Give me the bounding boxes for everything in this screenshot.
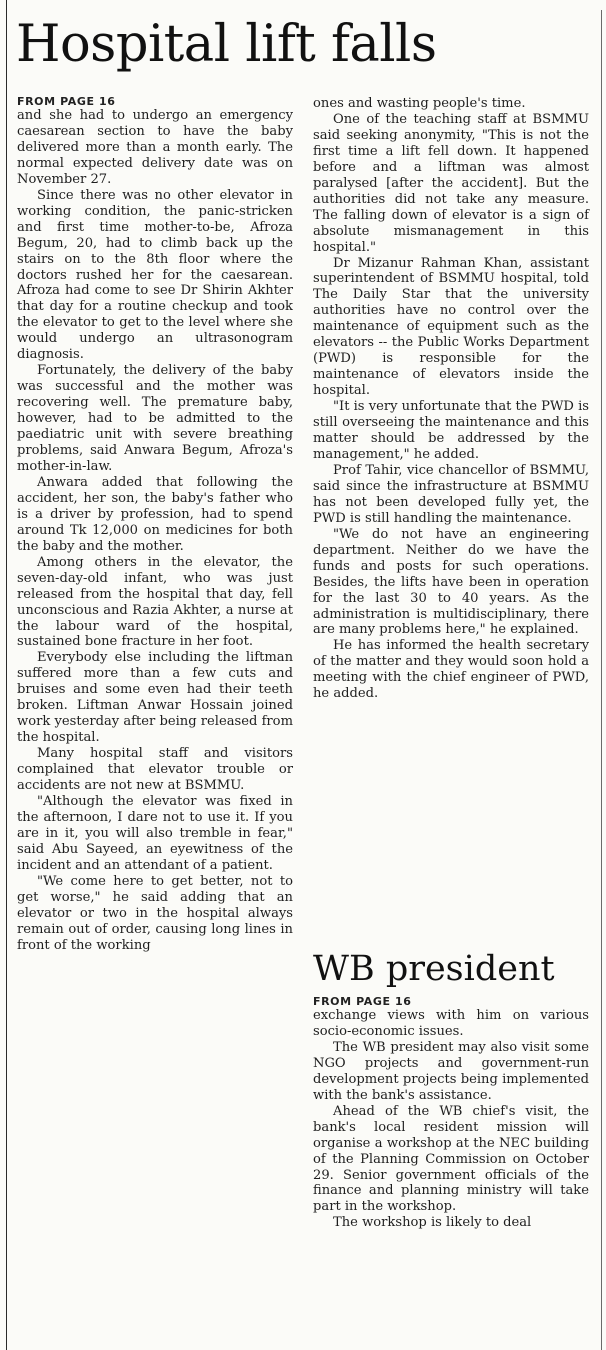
page-left-rule [6, 0, 7, 1350]
second-article-column [313, 996, 589, 1231]
main-article-left-column [17, 96, 293, 954]
main-paragraph: ones and wasting people's time. [313, 96, 526, 111]
second-paragraph: The WB president may also visit some NGO projects and government-run development projects being implemented with the bank's assistance. [313, 1039, 589, 1103]
main-article-right-column [313, 96, 589, 702]
main-paragraph: "We come here to get better, not to get worse," he said adding that an elevator or two in the hospital always remain out of order, causing long lines in front of the working [17, 873, 293, 953]
main-paragraph: Anwara added that following the accident, her son, the baby's father who is a driver by profession, had to spend around Tk 12,000 on medicines for both the baby and the mother. [17, 474, 293, 554]
main-paragraph: Many hospital staff and visitors complained that elevator trouble or accidents are not new at BSMMU. [17, 746, 293, 794]
main-paragraph: Everybody else including the liftman suffered more than a few cuts and bruises and some even had their teeth broken. Liftman Anwar Hossain joined work yesterday after being released from the hospital. [17, 650, 293, 746]
main-from-page-label: FROM PAGE 16 [17, 95, 116, 108]
main-paragraph: Among others in the elevator, the seven-day-old infant, who was just released from the hospital that day, fell unconscious and Razia Akhter, a nurse at the labour ward of the hospital, sustained bone fracture in her foot. [17, 554, 293, 650]
main-headline: Hospital lift falls [16, 15, 437, 74]
second-paragraph: exchange views with him on various socio-economic issues. [313, 1008, 589, 1039]
main-paragraph: "Although the elevator was fixed in the afternoon, I dare not to use it. If you are in it, you will also tremble in fear," said Abu Sayeed, an eyewitness of the incident and an attendant of a patient. [17, 793, 293, 873]
second-from-page-label: FROM PAGE 16 [313, 995, 412, 1008]
main-paragraph: "It is very unfortunate that the PWD is still overseeing the maintenance and this matter should be addressed by the management," he added. [313, 399, 589, 462]
column-divider-rule [601, 10, 602, 1350]
main-paragraph: Prof Tahir, vice chancellor of BSMMU, said since the infrastructure at BSMMU has not been developed fully yet, the PWD is still handling the maintenance. [313, 462, 589, 526]
second-headline: WB president [313, 949, 555, 989]
main-paragraph: One of the teaching staff at BSMMU said seeking anonymity, "This is not the first time a lift fell down. It happened before and a liftman was almost paralysed [after the accident]. But the authorities did not take any measure. The falling down of elevator is a sign of absolute mismanagement in this hospital." [313, 111, 589, 255]
main-paragraph: He has informed the health secretary of the matter and they would soon hold a meeting with the chief engineer of PWD, he added. [313, 638, 589, 702]
main-paragraph: Since there was no other elevator in working condition, the panic-stricken and first time mother-to-be, Afroza Begum, 20, had to climb back up the stairs on to the 8th floor where the doctors rushed her for the caesarean. Afroza had come to see Dr Shirin Akhter that day for a routine checkup and took the elevator to get to the level where she would undergo an ultrasonogram diagnosis. [17, 187, 293, 363]
second-paragraph: The workshop is likely to deal [333, 1215, 532, 1231]
second-paragraph: Ahead of the WB chief's visit, the bank's local resident mission will organise a workshop at the NEC building of the Planning Commission on October 29. Senior government officials of the finance and planning ministry will take part in the workshop. [313, 1103, 589, 1215]
main-paragraph: and she had to undergo an emergency caesarean section to have the baby delivered more than a month early. The normal expected delivery date was on November 27. [17, 108, 293, 187]
main-paragraph: Dr Mizanur Rahman Khan, assistant superintendent of BSMMU hospital, told The Daily Star that the university authorities have no control over the maintenance of equipment such as the elevators -- the Public Works Department (PWD) is responsible for the maintenance of elevators inside the hospital. [313, 255, 589, 399]
main-paragraph: "We do not have an engineering department. Neither do we have the funds and posts for such operations. Besides, the lifts have been in operation for the last 30 to 40 years. As the administration is multidisciplinary, there are many problems here," he explained. [313, 526, 589, 638]
main-paragraph: Fortunately, the delivery of the baby was successful and the mother was recovering well. The premature baby, however, had to be admitted to the paediatric unit with severe breathing problems, said Anwara Begum, Afroza's mother-in-law. [17, 363, 293, 474]
